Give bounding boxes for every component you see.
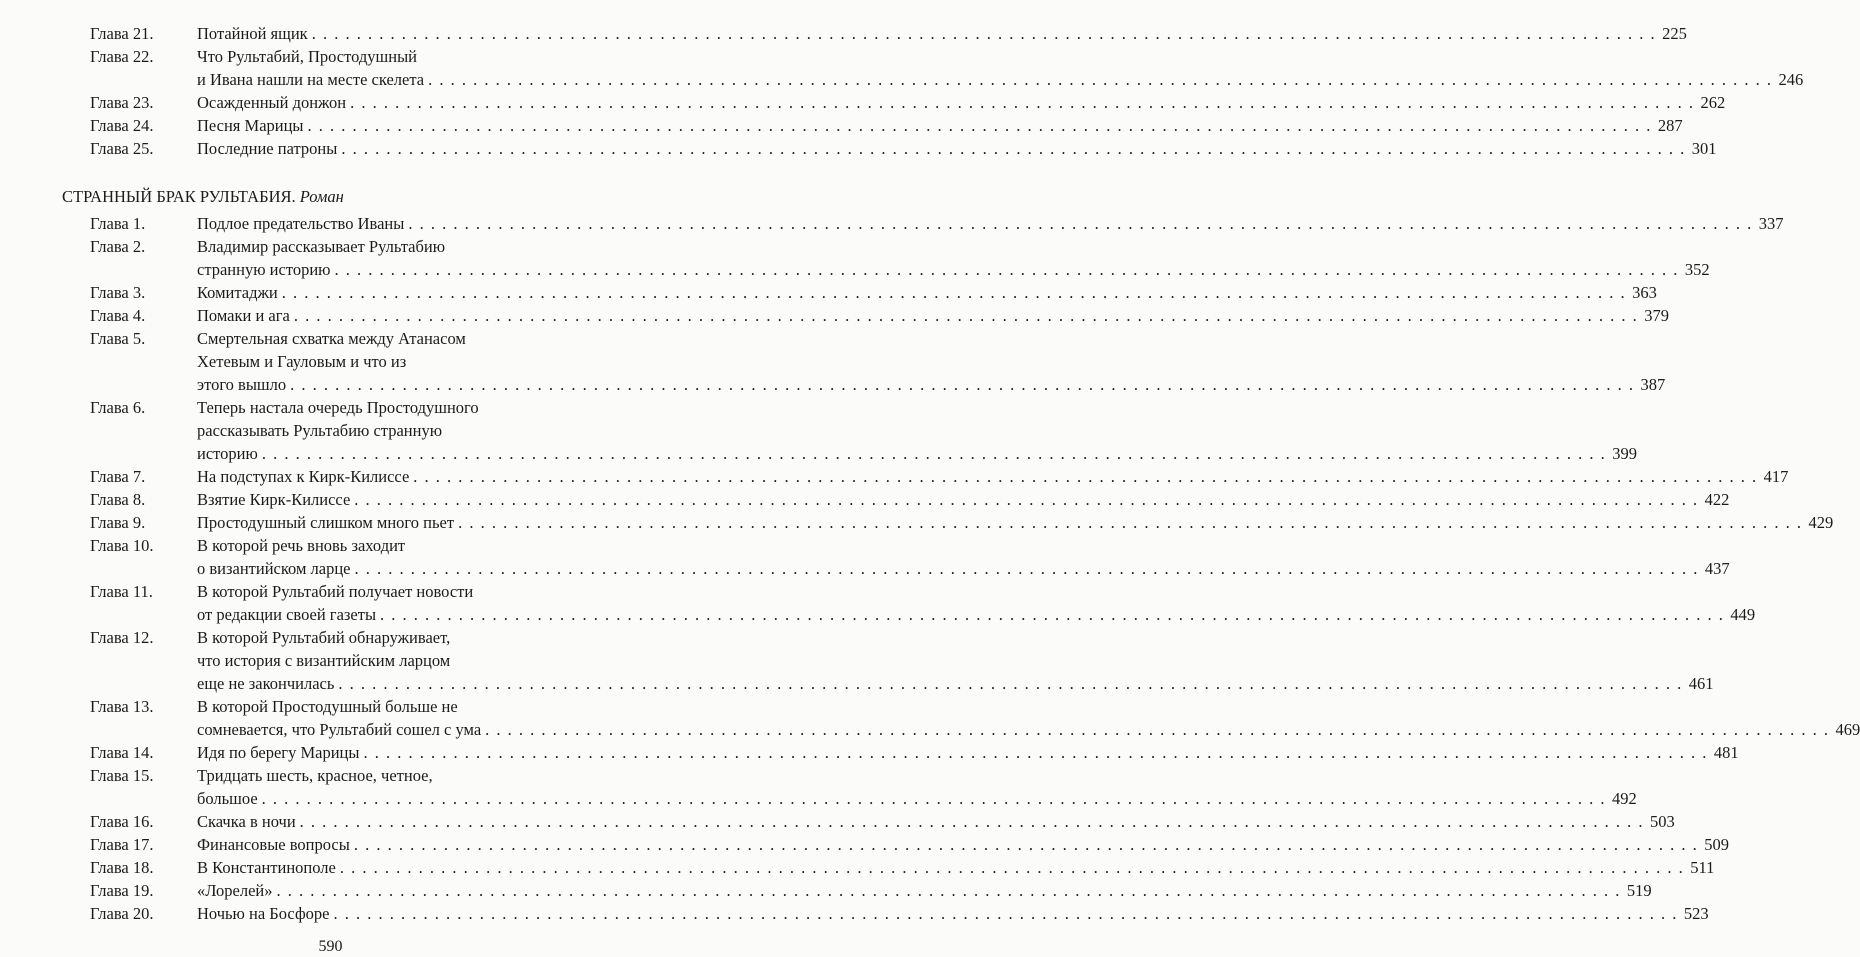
- chapter-number: Глава 8.: [90, 490, 146, 509]
- chapter-title-last-line: [197, 810, 1675, 833]
- toc-entry: [90, 45, 1804, 91]
- chapter-title-text: большое: [197, 789, 258, 808]
- chapter-title-line: [197, 327, 582, 350]
- leader-dots: . . . . . . . . . . . . . . . . . . . . . . . . . . . . . . . . . . . . . . . . . . . . . . . . . . . . . . . . . . . . . . . . . . . . . . . . . . . . . . . . . . . . . . . . . . . . . . . . . . . . . . . . . . . . . . . . . . . . . . . .: [354, 490, 1699, 509]
- leader-dots: . . . . . . . . . . . . . . . . . . . . . . . . . . . . . . . . . . . . . . . . . . . . . . . . . . . . . . . . . . . . . . . . . . . . . . . . . . . . . . . . . . . . . . . . . . . . . . . . . . . . . . . . . . . . . . . . . . . . . . . .: [290, 375, 1635, 394]
- chapter-title-last-line: [197, 902, 1709, 925]
- page-ref: 429: [1808, 513, 1834, 532]
- chapter-title-text: Потайной ящик: [197, 24, 308, 43]
- chapter-title-last-line: [197, 91, 1726, 114]
- chapter-number: Глава 22.: [90, 47, 154, 66]
- section-genre: Роман: [299, 187, 344, 206]
- section-title: СТРАННЫЙ БРАК РУЛЬТАБИЯ.: [62, 187, 296, 206]
- chapter-number: Глава 18.: [90, 858, 154, 877]
- chapter-title-line: [197, 534, 582, 557]
- leader-dots: . . . . . . . . . . . . . . . . . . . . . . . . . . . . . . . . . . . . . . . . . . . . . . . . . . . . . . . . . . . . . . . . . . . . . . . . . . . . . . . . . . . . . . . . . . . . . . . . . . . . . . . . . . . . . . . . . . . . . . . .: [363, 743, 1708, 762]
- leader-dots: . . . . . . . . . . . . . . . . . . . . . . . . . . . . . . . . . . . . . . . . . . . . . . . . . . . . . . . . . . . . . . . . . . . . . . . . . . . . . . . . . . . . . . . . . . . . . . . . . . . . . . . . . . . . . . . . . . . . . . . .: [299, 812, 1645, 831]
- page-ref: 511: [1690, 858, 1715, 877]
- chapter-number: Глава 2.: [90, 237, 146, 256]
- toc-entry: [90, 396, 1637, 465]
- leader-dots: . . . . . . . . . . . . . . . . . . . . . . . . . . . . . . . . . . . . . . . . . . . . . . . . . . . . . . . . . . . . . . . . . . . . . . . . . . . . . . . . . . . . . . . . . . . . . . . . . . . . . . . . . . . . . . . . . . . . . . . .: [307, 116, 1652, 135]
- chapter-number: Глава 20.: [90, 904, 154, 923]
- toc-entry: [90, 902, 1709, 925]
- toc-entry: [90, 511, 1834, 534]
- chapter-title-text: В которой Простодушный больше не: [197, 697, 458, 716]
- chapter-title-line: [197, 695, 582, 718]
- toc-entry: [90, 465, 1789, 488]
- toc-entry: [90, 235, 1710, 281]
- chapter-title-line: [197, 235, 582, 258]
- toc-entry: [90, 327, 1666, 396]
- chapter-title-line: [197, 626, 582, 649]
- page-ref: 225: [1662, 24, 1687, 43]
- chapter-title-text: Простодушный слишком много пьет: [197, 513, 455, 532]
- chapter-title-last-line: [197, 281, 1657, 304]
- chapter-number: Глава 13.: [90, 697, 154, 716]
- toc-entry: [90, 764, 1637, 810]
- page-ref: 379: [1644, 306, 1669, 325]
- chapter-title-last-line: [197, 114, 1683, 137]
- chapter-title-text: Ночью на Босфоре: [197, 904, 330, 923]
- chapter-title-text: Что Рультабий, Простодушный: [197, 47, 417, 66]
- toc-entry: [90, 810, 1675, 833]
- toc-entry: [90, 534, 1730, 580]
- toc-entry: [90, 695, 1860, 741]
- toc-entry: [90, 488, 1730, 511]
- leader-dots: . . . . . . . . . . . . . . . . . . . . . . . . . . . . . . . . . . . . . . . . . . . . . . . . . . . . . . . . . . . . . . . . . . . . . . . . . . . . . . . . . . . . . . . . . . . . . . . . . . . . . . . . . . . . . . . . . . . . . . . .: [311, 24, 1657, 43]
- chapter-number: Глава 24.: [90, 116, 154, 135]
- chapter-title-text: странную историю: [197, 260, 331, 279]
- chapter-title-last-line: [197, 304, 1669, 327]
- chapter-title-text: Взятие Кирк-Килиссе: [197, 490, 351, 509]
- chapter-title-text: этого вышло: [197, 375, 287, 394]
- leader-dots: . . . . . . . . . . . . . . . . . . . . . . . . . . . . . . . . . . . . . . . . . . . . . . . . . . . . . . . . . . . . . . . . . . . . . . . . . . . . . . . . . . . . . . . . . . . . . . . . . . . . . . . . . . . . . . . . . . . . . . . .: [350, 93, 1695, 112]
- page-ref: 509: [1704, 835, 1729, 854]
- chapter-title-last-line: [197, 879, 1652, 902]
- chapter-title-last-line: [197, 833, 1729, 856]
- chapter-title-text: о византийском ларце: [197, 559, 351, 578]
- chapter-title-text: Помаки и ага: [197, 306, 290, 325]
- toc-entry: [90, 212, 1784, 235]
- chapter-number: Глава 5.: [90, 329, 146, 348]
- leader-dots: . . . . . . . . . . . . . . . . . . . . . . . . . . . . . . . . . . . . . . . . . . . . . . . . . . . . . . . . . . . . . . . . . . . . . . . . . . . . . . . . . . . . . . . . . . . . . . . . . . . . . . . . . . . . . . . . . . . . . . . .: [261, 789, 1607, 808]
- chapter-number: Глава 17.: [90, 835, 154, 854]
- chapter-number: Глава 3.: [90, 283, 146, 302]
- page-ref: 461: [1688, 674, 1714, 693]
- chapter-number: Глава 7.: [90, 467, 146, 486]
- chapter-title-text: В Константинополе: [197, 858, 336, 877]
- leader-dots: . . . . . . . . . . . . . . . . . . . . . . . . . . . . . . . . . . . . . . . . . . . . . . . . . . . . . . . . . . . . . . . . . . . . . . . . . . . . . . . . . . . . . . . . . . . . . . . . . . . . . . . . . . . . . . . . . . . . . . . .: [485, 720, 1830, 739]
- section-heading: [62, 185, 344, 208]
- chapter-title-text: Финансовые вопросы: [197, 835, 350, 854]
- toc-entry: [90, 833, 1729, 856]
- chapter-title-last-line: [197, 672, 1714, 695]
- toc-entry: [90, 741, 1739, 764]
- page-ref: 301: [1691, 139, 1717, 158]
- leader-dots: . . . . . . . . . . . . . . . . . . . . . . . . . . . . . . . . . . . . . . . . . . . . . . . . . . . . . . . . . . . . . . . . . . . . . . . . . . . . . . . . . . . . . . . . . . . . . . . . . . . . . . . . . . . . . . . . . . . . . . . .: [458, 513, 1803, 532]
- toc-entry: [90, 137, 1717, 160]
- chapter-title-text: Владимир рассказывает Рультабию: [197, 237, 446, 256]
- chapter-title-last-line: [197, 511, 1834, 534]
- chapter-title-last-line: [197, 603, 1756, 626]
- chapter-title-line: [197, 45, 582, 68]
- chapter-title-text: Скачка в ночи: [197, 812, 296, 831]
- chapter-title-text: историю: [197, 444, 258, 463]
- chapter-title-last-line: [197, 718, 1860, 741]
- toc-entry: [90, 22, 1687, 45]
- chapter-title-last-line: [197, 741, 1739, 764]
- leader-dots: . . . . . . . . . . . . . . . . . . . . . . . . . . . . . . . . . . . . . . . . . . . . . . . . . . . . . . . . . . . . . . . . . . . . . . . . . . . . . . . . . . . . . . . . . . . . . . . . . . . . . . . . . . . . . . . . . . . . . . . .: [341, 139, 1686, 158]
- chapter-number: Глава 6.: [90, 398, 146, 417]
- chapter-title-text: В которой речь вновь заходит: [197, 536, 406, 555]
- chapter-title-line: [197, 396, 582, 419]
- chapter-number: Глава 21.: [90, 24, 154, 43]
- chapter-title-line: [197, 580, 582, 603]
- chapter-number: Глава 23.: [90, 93, 154, 112]
- leader-dots: . . . . . . . . . . . . . . . . . . . . . . . . . . . . . . . . . . . . . . . . . . . . . . . . . . . . . . . . . . . . . . . . . . . . . . . . . . . . . . . . . . . . . . . . . . . . . . . . . . . . . . . . . . . . . . . . . . . . . . . .: [413, 467, 1758, 486]
- chapter-title-text: от редакции своей газеты: [197, 605, 377, 624]
- leader-dots: . . . . . . . . . . . . . . . . . . . . . . . . . . . . . . . . . . . . . . . . . . . . . . . . . . . . . . . . . . . . . . . . . . . . . . . . . . . . . . . . . . . . . . . . . . . . . . . . . . . . . . . . . . . . . . . . . . . . . . . .: [334, 260, 1679, 279]
- chapter-title-last-line: [197, 557, 1730, 580]
- chapter-number: Глава 19.: [90, 881, 154, 900]
- page-ref: 449: [1730, 605, 1756, 624]
- chapter-number: Глава 11.: [90, 582, 153, 601]
- page-ref: 523: [1683, 904, 1709, 923]
- chapter-number: Глава 15.: [90, 766, 154, 785]
- chapter-number: Глава 10.: [90, 536, 154, 555]
- page-ref: 287: [1657, 116, 1683, 135]
- toc-entry: [90, 856, 1715, 879]
- chapter-title-text: сомневается, что Рультабий сошел с ума: [197, 720, 482, 739]
- chapter-title-text: «Лорелей»: [197, 881, 273, 900]
- chapter-title-text: и Ивана нашли на месте скелета: [197, 70, 425, 89]
- chapter-title-text: Последние патроны: [197, 139, 338, 158]
- leader-dots: . . . . . . . . . . . . . . . . . . . . . . . . . . . . . . . . . . . . . . . . . . . . . . . . . . . . . . . . . . . . . . . . . . . . . . . . . . . . . . . . . . . . . . . . . . . . . . . . . . . . . . . . . . . . . . . . . . . . . . . .: [428, 70, 1773, 89]
- page-ref: 363: [1632, 283, 1657, 302]
- toc-entry: [90, 114, 1683, 137]
- leader-dots: . . . . . . . . . . . . . . . . . . . . . . . . . . . . . . . . . . . . . . . . . . . . . . . . . . . . . . . . . . . . . . . . . . . . . . . . . . . . . . . . . . . . . . . . . . . . . . . . . . . . . . . . . . . . . . . . . . . . . . . .: [380, 605, 1725, 624]
- leader-dots: . . . . . . . . . . . . . . . . . . . . . . . . . . . . . . . . . . . . . . . . . . . . . . . . . . . . . . . . . . . . . . . . . . . . . . . . . . . . . . . . . . . . . . . . . . . . . . . . . . . . . . . . . . . . . . . . . . . . . . . .: [261, 444, 1607, 463]
- page-ref: 262: [1700, 93, 1726, 112]
- chapter-title-last-line: [197, 442, 1637, 465]
- chapter-number: Глава 4.: [90, 306, 146, 325]
- leader-dots: . . . . . . . . . . . . . . . . . . . . . . . . . . . . . . . . . . . . . . . . . . . . . . . . . . . . . . . . . . . . . . . . . . . . . . . . . . . . . . . . . . . . . . . . . . . . . . . . . . . . . . . . . . . . . . . . . . . . . . . .: [333, 904, 1678, 923]
- toc-entry: [90, 879, 1652, 902]
- chapter-title-text: рассказывать Рультабию странную: [197, 421, 443, 440]
- leader-dots: . . . . . . . . . . . . . . . . . . . . . . . . . . . . . . . . . . . . . . . . . . . . . . . . . . . . . . . . . . . . . . . . . . . . . . . . . . . . . . . . . . . . . . . . . . . . . . . . . . . . . . . . . . . . . . . . . . . . . . . .: [276, 881, 1621, 900]
- chapter-title-text: Идя по берегу Марицы: [197, 743, 360, 762]
- chapter-title-text: Подлое предательство Иваны: [197, 214, 405, 233]
- chapter-title-text: Осажденный донжон: [197, 93, 347, 112]
- leader-dots: . . . . . . . . . . . . . . . . . . . . . . . . . . . . . . . . . . . . . . . . . . . . . . . . . . . . . . . . . . . . . . . . . . . . . . . . . . . . . . . . . . . . . . . . . . . . . . . . . . . . . . . . . . . . . . . . . . . . . . . .: [354, 559, 1699, 578]
- chapter-title-line: [197, 350, 582, 373]
- chapter-title-text: Теперь настала очередь Простодушного: [197, 398, 479, 417]
- chapter-number: Глава 25.: [90, 139, 154, 158]
- chapter-title-text: В которой Рультабий получает новости: [197, 582, 474, 601]
- page-ref: 352: [1684, 260, 1710, 279]
- toc-entry: [90, 580, 1756, 626]
- chapter-title-last-line: [197, 212, 1784, 235]
- page-ref: 481: [1713, 743, 1739, 762]
- chapter-title-text: еще не закончилась: [197, 674, 335, 693]
- toc-entry: [90, 304, 1669, 327]
- chapter-title-text: Тридцать шесть, красное, четное,: [197, 766, 433, 785]
- page-ref: 519: [1626, 881, 1652, 900]
- toc-entry: [90, 626, 1714, 695]
- leader-dots: . . . . . . . . . . . . . . . . . . . . . . . . . . . . . . . . . . . . . . . . . . . . . . . . . . . . . . . . . . . . . . . . . . . . . . . . . . . . . . . . . . . . . . . . . . . . . . . . . . . . . . . . . . . . . . . . . . . . . . . .: [281, 283, 1627, 302]
- chapter-number: Глава 12.: [90, 628, 154, 647]
- chapter-number: Глава 1.: [90, 214, 146, 233]
- page-ref: 246: [1778, 70, 1804, 89]
- chapter-title-text: Смертельная схватка между Атанасом: [197, 329, 466, 348]
- leader-dots: . . . . . . . . . . . . . . . . . . . . . . . . . . . . . . . . . . . . . . . . . . . . . . . . . . . . . . . . . . . . . . . . . . . . . . . . . . . . . . . . . . . . . . . . . . . . . . . . . . . . . . . . . . . . . . . . . . . . . . . .: [353, 835, 1699, 854]
- leader-dots: . . . . . . . . . . . . . . . . . . . . . . . . . . . . . . . . . . . . . . . . . . . . . . . . . . . . . . . . . . . . . . . . . . . . . . . . . . . . . . . . . . . . . . . . . . . . . . . . . . . . . . . . . . . . . . . . . . . . . . . .: [408, 214, 1753, 233]
- chapter-title-line: [197, 419, 582, 442]
- chapter-title-last-line: [197, 373, 1666, 396]
- page-ref: 387: [1640, 375, 1666, 394]
- chapter-number: Глава 9.: [90, 513, 146, 532]
- chapter-number: Глава 14.: [90, 743, 154, 762]
- chapter-title-last-line: [197, 488, 1730, 511]
- chapter-title-last-line: [197, 856, 1715, 879]
- leader-dots: . . . . . . . . . . . . . . . . . . . . . . . . . . . . . . . . . . . . . . . . . . . . . . . . . . . . . . . . . . . . . . . . . . . . . . . . . . . . . . . . . . . . . . . . . . . . . . . . . . . . . . . . . . . . . . . . . . . . . . . .: [293, 306, 1639, 325]
- chapter-title-text: Песня Марицы: [197, 116, 304, 135]
- toc-entry: [90, 281, 1657, 304]
- chapter-title-text: Хетевым и Гауловым и что из: [197, 352, 407, 371]
- chapter-title-text: На подступах к Кирк-Килиссе: [197, 467, 410, 486]
- chapter-title-last-line: [197, 787, 1637, 810]
- leader-dots: . . . . . . . . . . . . . . . . . . . . . . . . . . . . . . . . . . . . . . . . . . . . . . . . . . . . . . . . . . . . . . . . . . . . . . . . . . . . . . . . . . . . . . . . . . . . . . . . . . . . . . . . . . . . . . . . . . . . . . . .: [339, 858, 1685, 877]
- page-ref: 492: [1612, 789, 1637, 808]
- chapter-title-last-line: [197, 22, 1687, 45]
- chapter-title-line: [197, 764, 582, 787]
- chapter-title-last-line: [197, 258, 1710, 281]
- chapter-title-text: В которой Рультабий обнаруживает,: [197, 628, 451, 647]
- page-ref: 503: [1650, 812, 1675, 831]
- leader-dots: . . . . . . . . . . . . . . . . . . . . . . . . . . . . . . . . . . . . . . . . . . . . . . . . . . . . . . . . . . . . . . . . . . . . . . . . . . . . . . . . . . . . . . . . . . . . . . . . . . . . . . . . . . . . . . . . . . . . . . . .: [338, 674, 1683, 693]
- chapter-number: Глава 16.: [90, 812, 154, 831]
- chapter-title-line: [197, 649, 582, 672]
- page-ref: 422: [1704, 490, 1730, 509]
- page-ref: 399: [1612, 444, 1637, 463]
- page-ref: 337: [1758, 214, 1784, 233]
- chapter-title-last-line: [197, 68, 1804, 91]
- toc-entry: [90, 91, 1726, 114]
- chapter-title-last-line: [197, 137, 1717, 160]
- page-ref: 417: [1763, 467, 1789, 486]
- chapter-title-text: Комитаджи: [197, 283, 278, 302]
- chapter-title-last-line: [197, 465, 1789, 488]
- chapter-title-text: что история с византийским ларцом: [197, 651, 451, 670]
- page-number: 590: [318, 938, 343, 955]
- page-ref: 437: [1704, 559, 1730, 578]
- page-ref: 469: [1835, 720, 1860, 739]
